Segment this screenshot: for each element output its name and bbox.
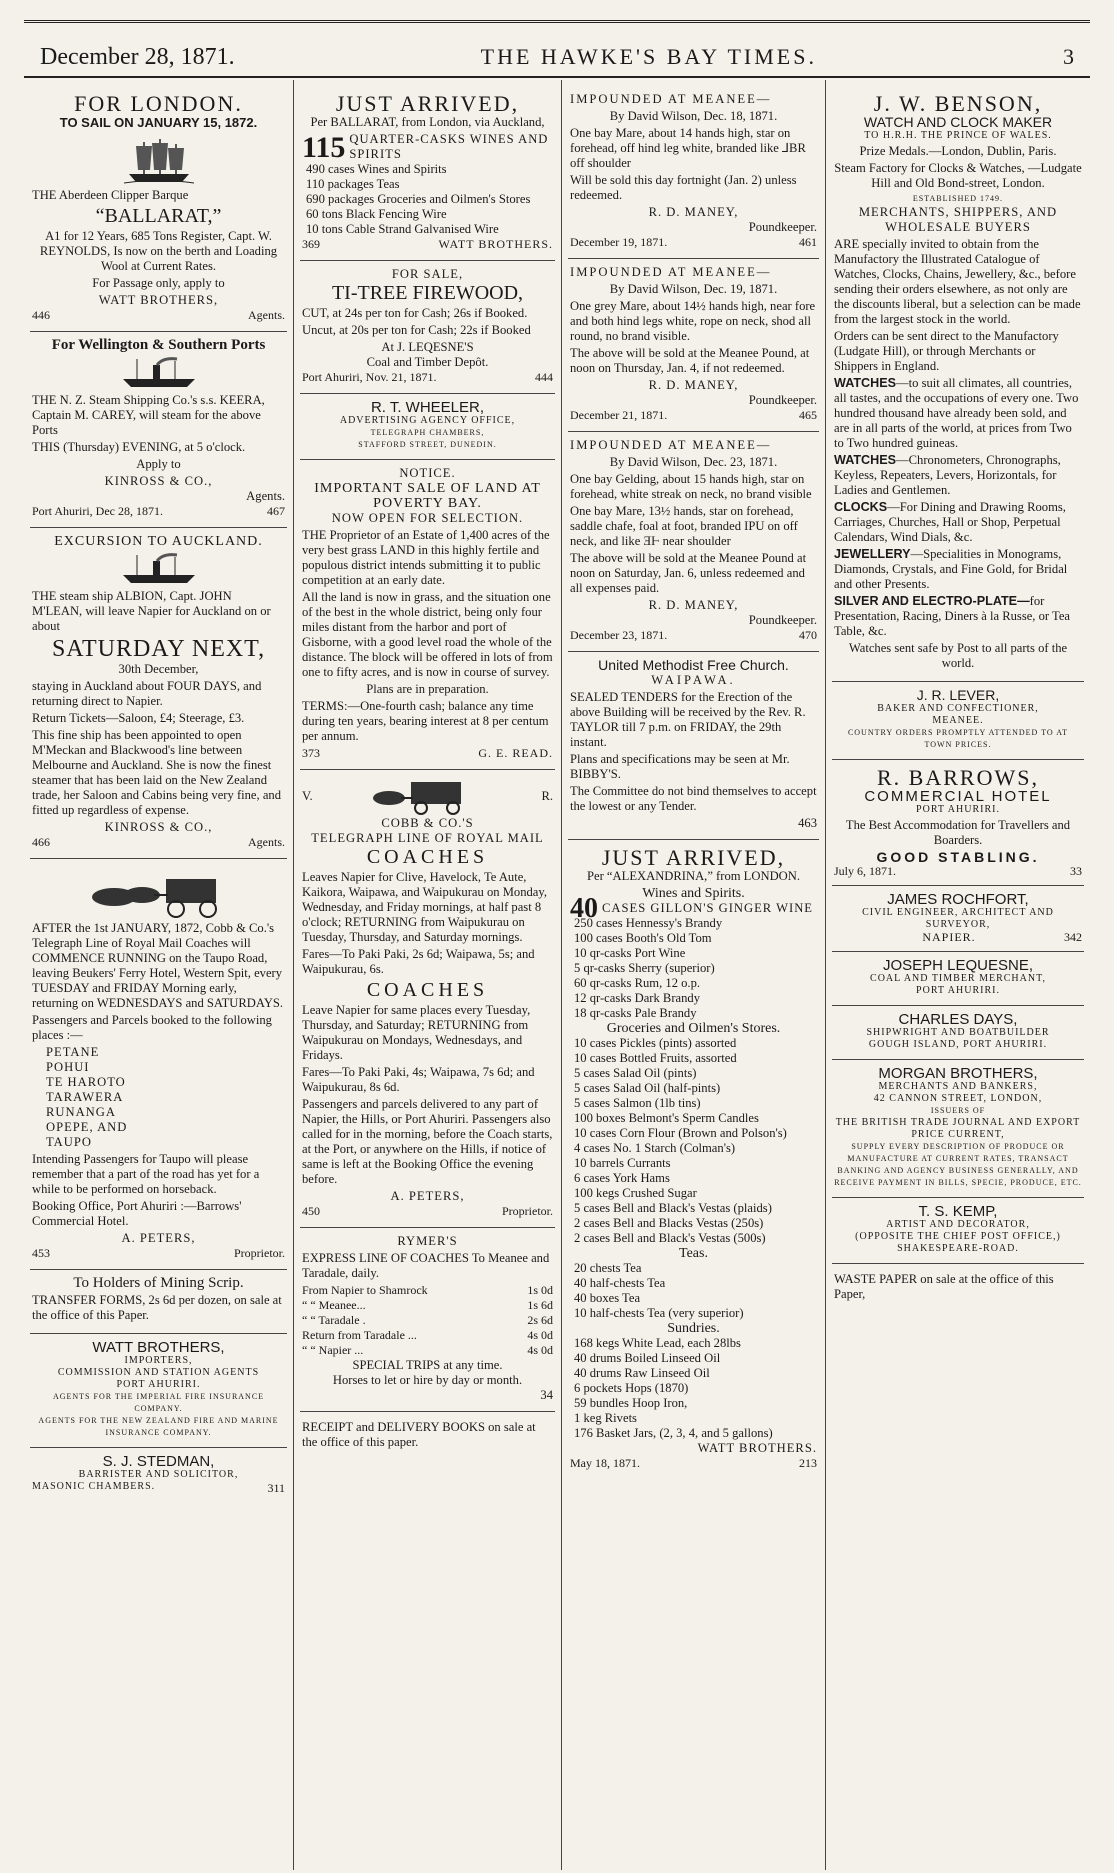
ad-number: 444 xyxy=(535,370,553,384)
column-1 xyxy=(24,80,294,1870)
ad-mining-scrip xyxy=(30,1270,287,1334)
ad-body: CUT, at 24s per ton for Cash; 26s if Booked. xyxy=(302,306,528,320)
signer-role: Proprietor. xyxy=(234,1246,285,1260)
ad-body: The above will be sold at the Meanee Pound at noon on Saturday, Jan. 6, unless redeemed and all expenses paid. xyxy=(570,551,807,595)
ad-number: 213 xyxy=(799,1456,817,1470)
ad-heading: IMPOUNDED AT MEANEE— xyxy=(570,438,772,452)
ad-body: RECEIPT and DELIVERY BOOKS on sale at the office of this paper. xyxy=(302,1420,536,1449)
signer-name: WATT BROTHERS. xyxy=(438,237,553,251)
list-item: 5 cases Salmon (1lb tins) xyxy=(574,1096,701,1110)
ad-body: One grey Mare, about 14½ hands high, near fore and both hind legs white, rope on neck, shod all round, no brand visible. xyxy=(570,299,816,343)
ad-date: July 6, 1871. xyxy=(834,864,897,878)
ship-name: “BALLARAT,” xyxy=(95,205,222,227)
table-row: “ “ Taradale . 2s 6d xyxy=(302,1313,553,1327)
ad-body: staying in Auckland about FOUR DAYS, and returning direct to Napier. xyxy=(32,679,262,708)
business-line: TELEGRAPH CHAMBERS, xyxy=(370,428,485,437)
ad-number: 342 xyxy=(1064,930,1082,944)
ad-body: This fine ship has been appointed to open M'Meckan and Blackwood's line between Melbourne and Auckland. She is now the finest steamer that has been laid on the New Zealand trade, her Saloon and Cabins being very fine, and fitted up regardless of expense. xyxy=(32,728,282,817)
ad-title: COACHES xyxy=(366,846,489,868)
business-line: NAPIER. xyxy=(922,930,976,944)
business-line: COAL AND TIMBER MERCHANT, xyxy=(870,973,1046,984)
crest-letter: R. xyxy=(541,788,553,803)
business-line: MERCHANTS AND BANKERS, xyxy=(878,1081,1038,1092)
ad-body: THE Aberdeen Clipper Barque xyxy=(32,188,189,202)
ad-heading: NOTICE. xyxy=(399,466,456,480)
ad-body: ARE specially invited to obtain from the Manufactory the Illustrated Catalogue of Watches, Clocks, Chains, Jewellery, &c., before sending their orders elsewhere, as not only are the discounts liberal, but a selection can be made from the largest stock in the world. xyxy=(834,237,1081,326)
agent-role: Agents. xyxy=(246,489,285,503)
ad-number: 467 xyxy=(267,504,285,518)
ad-heading: FOR LONDON. xyxy=(74,91,243,116)
column-4 xyxy=(826,80,1090,1870)
list-item: TAUPO xyxy=(46,1135,92,1149)
ad-watt-brothers xyxy=(30,1334,287,1448)
business-line: (OPPOSITE THE CHIEF POST OFFICE,) xyxy=(855,1231,1061,1242)
ad-body: Coal and Timber Depôt. xyxy=(366,355,489,369)
ad-number: 470 xyxy=(799,628,817,642)
coach-icon xyxy=(367,776,487,816)
sundries-list xyxy=(570,1336,817,1441)
ad-date: December 19, 1871. xyxy=(570,235,668,249)
list-item: 100 boxes Belmont's Sperm Candles xyxy=(574,1111,759,1125)
ad-stedman xyxy=(30,1448,287,1504)
list-item: 6 pockets Hops (1870) xyxy=(574,1381,689,1395)
newspaper-title: THE HAWKE'S BAY TIMES. xyxy=(480,44,817,69)
ad-subheading: COBB & CO.'S xyxy=(381,816,474,830)
ad-title: TI-TREE FIREWOOD, xyxy=(331,282,524,304)
ad-body: Fares—To Paki Paki, 2s 6d; Waipawa, 5s; and Waipukurau, 6s. xyxy=(302,947,535,976)
ad-body: Return Tickets—Saloon, £4; Steerage, £3. xyxy=(32,711,245,725)
business-line: ARTIST AND DECORATOR, xyxy=(886,1219,1030,1230)
column-3 xyxy=(562,80,826,1870)
business-line: GOUGH ISLAND, PORT AHURIRI. xyxy=(868,1039,1048,1050)
ad-date: December 23, 1871. xyxy=(570,628,668,642)
business-name: JOSEPH LEQUESNE, xyxy=(882,957,1034,974)
ad-morgan xyxy=(832,1060,1084,1198)
ad-subheading: TO SAIL ON JANUARY 15, 1872. xyxy=(59,115,258,130)
signer-name: A. PETERS, xyxy=(390,1189,465,1203)
list-item: 40 drums Boiled Linseed Oil xyxy=(574,1351,721,1365)
ad-cobb-coaches xyxy=(300,770,555,1228)
ad-heading: IMPOUNDED AT MEANEE— xyxy=(570,265,772,279)
ad-body: TERMS:—One-fourth cash; balance any time during ten years, bearing interest at 8 per centum per annum. xyxy=(302,699,549,743)
list-item: 10 qr-casks Port Wine xyxy=(574,946,686,960)
ad-number: 373 xyxy=(302,746,320,760)
ad-subheading: WAIPAWA. xyxy=(651,673,736,687)
business-name: JAMES ROCHFORT, xyxy=(887,891,1029,908)
tea-list xyxy=(570,1261,817,1321)
issue-date: December 28, 1871. xyxy=(40,43,235,70)
ad-lever xyxy=(832,682,1084,760)
table-row: From Napier to Shamrock 1s 0d xyxy=(302,1283,553,1297)
agent-name: KINROSS & CO., xyxy=(104,474,213,488)
ad-rochfort xyxy=(832,886,1084,952)
ad-body: Plans are in preparation. xyxy=(366,682,489,696)
business-line: COMMERCIAL HOTEL xyxy=(864,788,1052,805)
ad-just-arrived-ballarat xyxy=(300,86,555,261)
business-line: CIVIL ENGINEER, ARCHITECT AND SURVEYOR, xyxy=(862,907,1054,930)
ad-body: Will be sold this day fortnight (Jan. 2) unless redeemed. xyxy=(570,173,797,202)
agent-name: WATT BROTHERS, xyxy=(98,293,219,307)
ad-subheading: Per “ALEXANDRINA,” from LONDON. xyxy=(587,869,800,883)
business-line: 42 CANNON STREET, LONDON, xyxy=(873,1093,1043,1104)
business-name: MORGAN BROTHERS, xyxy=(878,1065,1038,1082)
header-rule xyxy=(24,76,1090,78)
ad-body: THE steam ship ALBION, Capt. JOHN M'LEAN, will leave Napier for Auckland on or about xyxy=(32,589,271,633)
ad-number: 463 xyxy=(798,816,817,830)
ad-heading: RYMER'S xyxy=(397,1234,458,1248)
business-line: COMMISSION AND STATION AGENTS xyxy=(57,1367,260,1378)
business-line: THE BRITISH TRADE JOURNAL AND EXPORT PRICE CURRENT, xyxy=(835,1117,1081,1140)
list-item: TARAWERA xyxy=(46,1090,124,1104)
ad-body: The Best Accommodation for Travellers and Boarders. xyxy=(845,818,1071,847)
ad-body: At J. LEQESNE'S xyxy=(381,340,474,354)
ad-rymer xyxy=(300,1228,555,1412)
ad-body: THE Proprietor of an Estate of 1,400 acres of the very best grass LAND in this highly fertile and populous district intends submitting it to public competition at an early date. xyxy=(302,528,550,587)
ad-body: Orders can be sent direct to the Manufactory (Ludgate Hill), or through Merchants or Shippers in England. xyxy=(834,329,1059,373)
business-line: AGENTS FOR THE NEW ZEALAND FIRE AND MARINE INSURANCE COMPANY. xyxy=(38,1416,279,1437)
agent-name: KINROSS & CO., xyxy=(104,820,213,834)
signer-role: Proprietor. xyxy=(502,1204,553,1218)
section-heading: Wines and Spirits. xyxy=(642,886,745,901)
business-line: BARRISTER AND SOLICITOR, xyxy=(78,1469,239,1480)
list-item: 168 kegs White Lead, each 28lbs xyxy=(574,1336,741,1350)
list-item: TE HAROTO xyxy=(46,1075,126,1089)
ad-title: IMPORTANT SALE OF LAND AT POVERTY BAY. xyxy=(314,481,541,511)
wine-list xyxy=(570,916,817,1021)
ad-body: Leaves Napier for Clive, Havelock, Te Aute, Kaikora, Waipawa, and Waipukurau on Monday, Wednesday, and Friday mornings, at half past 8 o'clock; RETURNING from Waipukurau on Tuesday, Thursday, and Saturday mornings. xyxy=(302,870,547,944)
business-line: IMPORTERS, xyxy=(124,1355,193,1366)
business-line: PORT AHURIRI. xyxy=(116,1379,201,1390)
ad-body: Apply to xyxy=(136,457,181,471)
ad-date: May 18, 1871. xyxy=(570,1456,640,1470)
list-item: 10 barrels Currants xyxy=(574,1156,671,1170)
list-item: 176 Basket Jars, (2, 3, 4, and 5 gallons) xyxy=(574,1426,773,1440)
ad-number: 33 xyxy=(1070,864,1082,878)
page-number: 3 xyxy=(1063,44,1074,69)
ad-kemp xyxy=(832,1198,1084,1264)
business-line: SHIPWRIGHT AND BOATBUILDER xyxy=(866,1027,1050,1038)
steamer-icon xyxy=(119,355,199,391)
ad-body: WASTE PAPER on sale at the office of this Paper, xyxy=(834,1272,1054,1301)
business-line: MASONIC CHAMBERS. xyxy=(32,1481,156,1492)
business-line: BAKER AND CONFECTIONER, xyxy=(877,703,1039,714)
list-item: 40 half-chests Tea xyxy=(574,1276,666,1290)
list-item: 10 cases Corn Flour (Brown and Polson's) xyxy=(574,1126,787,1140)
ad-subheading: MERCHANTS, SHIPPERS, AND WHOLESALE BUYERS xyxy=(858,205,1058,234)
ad-body: By David Wilson, Dec. 23, 1871. xyxy=(609,455,778,469)
grocery-list xyxy=(570,1036,817,1246)
signer-name: R. D. MANEY, xyxy=(648,378,739,392)
list-item: 10 half-chests Tea (very superior) xyxy=(574,1306,744,1320)
signer-role: Poundkeeper. xyxy=(748,393,817,407)
list-item: 10 tons Cable Strand Galvanised Wire xyxy=(306,222,499,236)
list-item: 2 cases Bell and Black's Vestas (500s) xyxy=(574,1231,766,1245)
ad-number: 446 xyxy=(32,308,50,322)
table-row: “ “ Meanee... 1s 6d xyxy=(302,1298,553,1312)
ad-body: One bay Mare, 13½ hands, star on forehead, saddle chafe, foal at foot, branded IPU on off neck, and like ƎⱵ near shoulder xyxy=(570,504,798,548)
top-rule xyxy=(24,20,1090,23)
list-item: 18 qr-casks Pale Brandy xyxy=(574,1006,697,1020)
ad-body: By David Wilson, Dec. 19, 1871. xyxy=(609,282,778,296)
ad-waste-paper xyxy=(832,1264,1084,1312)
business-name: WATT BROTHERS, xyxy=(92,1339,225,1356)
list-item: 110 packages Teas xyxy=(306,177,400,191)
ad-just-arrived-alexandrina xyxy=(568,840,819,1479)
columns xyxy=(24,80,1090,1870)
list-item: 5 qr-casks Sherry (superior) xyxy=(574,961,715,975)
section-item: WATCHES—to suit all climates, all countries, all tastes, and the occupations of every one. Two hundred thousand have already been sold, and are in all parts of the world, at prices from Two to Two hundred guineas. xyxy=(834,376,1079,450)
signer-name: WATT BROTHERS. xyxy=(697,1441,817,1455)
ad-highlight: SATURDAY NEXT, xyxy=(51,636,266,662)
ad-methodist xyxy=(568,652,819,840)
ad-barrows xyxy=(832,760,1084,886)
steamer-icon xyxy=(119,551,199,587)
ad-excursion xyxy=(30,528,287,859)
ad-number: 465 xyxy=(799,408,817,422)
list-item: 5 cases Salad Oil (pints) xyxy=(574,1066,697,1080)
list-item: 60 qr-casks Rum, 12 o.p. xyxy=(574,976,701,990)
business-name: CHARLES DAYS, xyxy=(898,1011,1018,1028)
fare-table xyxy=(302,1283,553,1358)
list-item: PETANE xyxy=(46,1045,100,1059)
ad-heading: FOR SALE, xyxy=(391,267,464,281)
list-item: RUNANGA xyxy=(46,1105,116,1119)
ad-days xyxy=(832,1006,1084,1060)
business-line: TO H.R.H. THE PRINCE OF WALES. xyxy=(864,130,1052,141)
business-line: PORT AHURIRI. xyxy=(916,985,1000,996)
ad-number: 466 xyxy=(32,835,50,849)
ad-body: Uncut, at 20s per ton for Cash; 22s if Booked xyxy=(302,323,531,337)
list-item: 40 boxes Tea xyxy=(574,1291,641,1305)
list-item: 2 cases Bell and Blacks Vestas (250s) xyxy=(574,1216,764,1230)
ad-body: SPECIAL TRIPS at any time. xyxy=(352,1358,503,1372)
business-name: S. J. STEDMAN, xyxy=(102,1453,215,1470)
ad-number: 369 xyxy=(302,237,320,251)
list-item: 6 cases York Hams xyxy=(574,1171,670,1185)
section-item: CLOCKS—For Dining and Drawing Rooms, Carriages, Churches, Hall or Shop, Perpetual Calendars, Wind Dials, &c. xyxy=(834,500,1066,544)
list-item: 40 drums Raw Linseed Oil xyxy=(574,1366,710,1380)
ad-subheading: Per BALLARAT, from London, via Auckland, xyxy=(310,115,545,129)
business-name: J. R. LEVER, xyxy=(916,687,1000,703)
ad-heading: EXCURSION TO AUCKLAND. xyxy=(54,534,263,549)
ad-body: One bay Mare, about 14 hands high, star on forehead, off hind leg white, branded like ⅃BR off shoulder xyxy=(570,126,806,170)
ad-body: EXPRESS LINE OF COACHES To Meanee and Taradale, daily. xyxy=(302,1251,550,1280)
business-name: T. S. KEMP, xyxy=(918,1203,998,1220)
ad-body: A1 for 12 Years, 685 Tons Register, Capt. W. REYNOLDS, Is now on the berth and Loading Wool at Current Rates. xyxy=(39,229,278,273)
ad-highlight: GOOD STABLING. xyxy=(876,849,1040,865)
ad-number: 450 xyxy=(302,1204,320,1218)
ad-poverty-bay xyxy=(300,460,555,770)
ad-body: Plans and specifications may be seen at Mr. BIBBY'S. xyxy=(570,752,790,781)
ad-number: 453 xyxy=(32,1246,50,1260)
ad-wellington xyxy=(30,332,287,528)
ad-heading: JUST ARRIVED, xyxy=(601,845,786,870)
masthead xyxy=(40,40,1074,74)
ad-heading: For Wellington & Southern Ports xyxy=(51,337,266,353)
list-item: 10 cases Bottled Fruits, assorted xyxy=(574,1051,737,1065)
list-item: 5 cases Salad Oil (half-pints) xyxy=(574,1081,721,1095)
list-item: 10 cases Pickles (pints) assorted xyxy=(574,1036,737,1050)
ad-firewood xyxy=(300,261,555,394)
ad-subheading: NOW OPEN FOR SELECTION. xyxy=(331,511,524,525)
list-item: 100 cases Booth's Old Tom xyxy=(574,931,712,945)
business-line: ADVERTISING AGENCY OFFICE, xyxy=(339,415,516,426)
ad-body: SEALED TENDERS for the Erection of the above Building will be received by the Rev. R. TAYLOR till 7 p.m. on FRIDAY, the 29th instant. xyxy=(570,690,806,749)
list-item: 250 cases Hennessy's Brandy xyxy=(574,916,723,930)
goods-list xyxy=(302,162,553,237)
ad-body: All the land is now in grass, and the situation one of the best in the whole district, being only four miles distant from the harbor and port of Gisborne, with a good level road the whole of the distance. The block will be offered in lots of from one to fifty acres, and is now in course of survey. xyxy=(302,590,553,679)
ad-body: AFTER the 1st JANUARY, 1872, Cobb & Co.'s Telegraph Line of Royal Mail Coaches will COMMENCE RUNNING on the Taupo Road, leaving Beukers' Ferry Hotel, Western Spit, every TUESDAY and FRIDAY Morning early, returning on WEDNESDAYS and SATURDAYS. xyxy=(32,921,284,1010)
ad-body: Passengers and parcels delivered to any part of Napier, the Hills, or Port Ahuriri. Passengers also called for in the morning, before the Coach starts, at the Port, or anywhere on the Hills, if notice of same is left at the Booking Office the evening before. xyxy=(302,1097,553,1186)
ad-subheading: TELEGRAPH LINE OF ROYAL MAIL xyxy=(311,831,544,845)
ad-place: Port Ahuriri, Dec 28, 1871. xyxy=(32,504,163,518)
ad-body: The Committee do not bind themselves to accept the lowest or any Tender. xyxy=(570,784,817,813)
column-2 xyxy=(294,80,562,1870)
ad-heading: To Holders of Mining Scrip. xyxy=(73,1275,244,1291)
ad-for-london xyxy=(30,86,287,332)
signer-name: A. PETERS, xyxy=(121,1231,196,1245)
ad-impounded-3 xyxy=(568,432,819,652)
table-row: “ “ Napier ... 4s 0d xyxy=(302,1343,553,1357)
ad-place: Port Ahuriri, Nov. 21, 1871. xyxy=(302,370,437,384)
business-line: MEANEE. xyxy=(932,715,984,726)
coach-icon xyxy=(84,867,234,919)
list-item: 59 bundles Hoop Iron, xyxy=(574,1396,688,1410)
ad-number: 34 xyxy=(540,1388,553,1402)
business-line: STAFFORD STREET, DUNEDIN. xyxy=(358,440,497,449)
business-line: SUPPLY EVERY DESCRIPTION OF PRODUCE OR MANUFACTURE AT CURRENT RATES, TRANSACT BANKING AND AGENCY BUSINESS GENERALLY, AND RECEIVE PAYMENT IN BILLS, SPECIE, PRODUCE, ETC. xyxy=(834,1142,1082,1187)
ad-impounded-2 xyxy=(568,259,819,432)
list-item: 490 cases Wines and Spirits xyxy=(306,162,447,176)
ad-benson xyxy=(832,86,1084,682)
business-line: COUNTRY ORDERS PROMPTLY ATTENDED TO AT TOWN PRICES. xyxy=(847,728,1069,749)
ad-body: The above will be sold at the Meanee Pound, at noon on Thursday, Jan. 4, if not redeemed. xyxy=(570,346,810,375)
ad-body: TRANSFER FORMS, 2s 6d per dozen, on sale at the office of this Paper. xyxy=(32,1293,282,1322)
section-heading: Sundries. xyxy=(667,1321,720,1336)
big-number: 40 xyxy=(570,893,598,924)
list-item: 60 tons Black Fencing Wire xyxy=(306,207,447,221)
list-item: POHUI xyxy=(46,1060,90,1074)
crest-letter: V. xyxy=(302,788,313,803)
ad-body: THE N. Z. Steam Shipping Co.'s s.s. KEERA, Captain M. CAREY, will steam for the above Ports xyxy=(32,393,265,437)
section-heading: Teas. xyxy=(679,1246,708,1261)
business-line: PORT AHURIRI. xyxy=(916,804,1000,815)
business-name: J. W. BENSON, xyxy=(873,91,1043,116)
ad-title: COACHES xyxy=(366,979,489,1001)
ad-body: Leave Napier for same places every Tuesday, Thursday, and Saturday; RETURNING from Waipukurau on Mondays, Wednesdays, and Fridays. xyxy=(302,1003,531,1062)
ad-body: For Passage only, apply to xyxy=(92,276,225,290)
ad-body: Horses to let or hire by day or month. xyxy=(332,1373,523,1387)
signer-name: R. D. MANEY, xyxy=(648,598,739,612)
ship-icon xyxy=(124,136,194,186)
ad-body: Intending Passengers for Taupo will please remember that a part of the road has yet for a while to be performed on horseback. xyxy=(32,1152,260,1196)
ad-body: Prize Medals.—London, Dublin, Paris. xyxy=(859,144,1057,158)
business-name: R. BARROWS, xyxy=(877,765,1039,790)
ad-body: By David Wilson, Dec. 18, 1871. xyxy=(609,109,778,123)
ad-heading: JUST ARRIVED, xyxy=(335,91,520,116)
list-item: 100 kegs Crushed Sugar xyxy=(574,1186,697,1200)
section-item: SILVER AND ELECTRO-PLATE—for Presentation, Racing, Diners à la Russe, or Tea Table, &c. xyxy=(834,594,1071,638)
ad-taupo-coach xyxy=(30,859,287,1270)
business-line: WATCH AND CLOCK MAKER xyxy=(863,114,1053,130)
signer-role: Poundkeeper. xyxy=(748,613,817,627)
list-item: OPEPE, AND xyxy=(46,1120,128,1134)
ad-number: 311 xyxy=(267,1481,285,1495)
ad-body: Booking Office, Port Ahuriri :—Barrows' Commercial Hotel. xyxy=(32,1199,242,1228)
list-item: 1 keg Rivets xyxy=(574,1411,637,1425)
ad-date: December 21, 1871. xyxy=(570,408,668,422)
ad-lequesne xyxy=(832,952,1084,1006)
business-line: SHAKESPEARE-ROAD. xyxy=(897,1243,1019,1254)
business-name: R. T. WHEELER, xyxy=(370,399,485,416)
business-line: AGENTS FOR THE IMPERIAL FIRE INSURANCE COMPANY. xyxy=(52,1392,265,1413)
ad-body: Steam Factory for Clocks & Watches, —Ludgate Hill and Old Bond-street, London. xyxy=(834,161,1082,190)
signer-name: G. E. READ. xyxy=(478,746,553,760)
big-number: 115 xyxy=(302,130,346,164)
list-item: 12 qr-casks Dark Brandy xyxy=(574,991,700,1005)
list-item: 5 cases Bell and Black's Vestas (plaids) xyxy=(574,1201,772,1215)
signer-name: R. D. MANEY, xyxy=(648,205,739,219)
ad-heading: IMPOUNDED AT MEANEE— xyxy=(570,92,772,106)
business-line: ESTABLISHED 1749. xyxy=(912,194,1004,203)
agent-role: Agents. xyxy=(248,835,285,849)
ad-number: 461 xyxy=(799,235,817,249)
ad-body: THIS (Thursday) EVENING, at 5 o'clock. xyxy=(32,440,246,454)
ad-body: Fares—To Paki Paki, 4s; Waipawa, 7s 6d; and Waipukurau, 8s 6d. xyxy=(302,1065,535,1094)
places-list xyxy=(46,1045,285,1150)
agent-role: Agents. xyxy=(248,308,285,322)
ad-date: 30th December, xyxy=(118,662,199,676)
ad-body: One bay Gelding, about 15 hands high, star on forehead, white streak on neck, no brand visible xyxy=(570,472,812,501)
signer-role: Poundkeeper. xyxy=(748,220,817,234)
ad-body: Passengers and Parcels booked to the following places :— xyxy=(32,1013,272,1042)
list-item: 4 cases No. 1 Starch (Colman's) xyxy=(574,1141,736,1155)
section-item: JEWELLERY—Specialities in Monograms, Diamonds, Crystals, and Fine Gold, for Bridal and other Presents. xyxy=(834,547,1068,591)
ad-impounded-1 xyxy=(568,86,819,259)
business-line: ISSUERS OF xyxy=(930,1106,986,1115)
list-item: 20 chests Tea xyxy=(574,1261,642,1275)
ad-heading: United Methodist Free Church. xyxy=(598,657,789,673)
list-item: 690 packages Groceries and Oilmen's Stores xyxy=(306,192,531,206)
ad-highlight: CASES GILLON'S GINGER WINE xyxy=(602,901,813,915)
section-item: WATCHES—Chronometers, Chronographs, Keyless, Repeaters, Levers, Horizontals, for Ladies and Gentlemen. xyxy=(834,453,1061,497)
ad-highlight: QUARTER-CASKS WINES AND SPIRITS xyxy=(349,132,549,161)
table-row: Return from Taradale ... 4s 0d xyxy=(302,1328,553,1342)
ad-wheeler xyxy=(300,394,555,460)
ad-body: Watches sent safe by Post to all parts of the world. xyxy=(848,641,1068,670)
ad-receipt-books xyxy=(300,1412,555,1460)
section-heading: Groceries and Oilmen's Stores. xyxy=(606,1021,781,1036)
